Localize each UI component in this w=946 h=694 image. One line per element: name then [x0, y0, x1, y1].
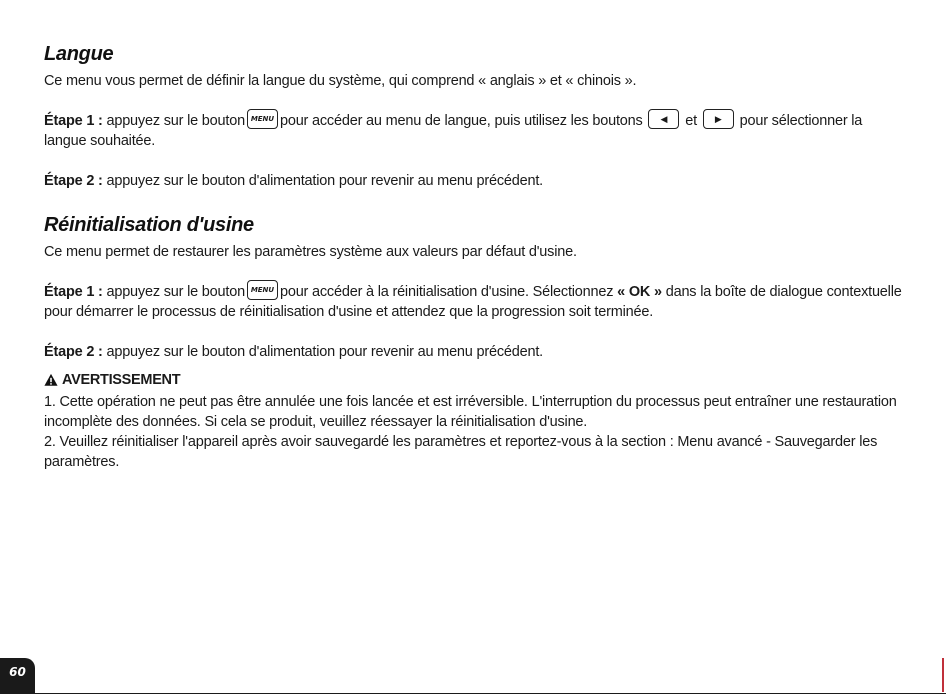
- step-text: appuyez sur le bouton d'alimentation pour revenir au menu précédent.: [102, 344, 544, 361]
- step-text: appuyez sur le bouton d'alimentation pour revenir au menu précédent.: [102, 173, 544, 190]
- right-arrow-key-icon: ▶: [703, 109, 734, 129]
- section-title-reset: Réinitialisation d'usine: [44, 214, 254, 237]
- step-text: et: [681, 113, 701, 129]
- warning-triangle-icon: [44, 373, 58, 387]
- langue-intro: Ce menu vous permet de définir la langue du système, qui comprend « anglais » et « chinois ».: [44, 73, 637, 89]
- menu-key-icon: MENU: [247, 109, 278, 129]
- section-title-langue: Langue: [44, 43, 114, 65]
- step-text: appuyez sur le bouton: [102, 284, 245, 301]
- warning-item-1: 1. Cette opération ne peut pas être annulée une fois lancée et est irréversible. L'interruption du processus peut entraîner une restauration incomplète des données. Si cela se produit, veuillez réessayer la réinitialisation d'usine.: [44, 394, 897, 431]
- reset-intro: Ce menu permet de restaurer les paramètres système aux valeurs par défaut d'usine.: [44, 244, 577, 261]
- page-number: 60: [0, 658, 35, 694]
- reset-step-2: [44, 342, 904, 362]
- step-2-label: Étape 2 :: [44, 344, 103, 361]
- warning-title: AVERTISSEMENT: [62, 372, 181, 389]
- ok-option: « OK »: [617, 284, 662, 301]
- step-2-label: Étape 2 :: [44, 173, 103, 190]
- step-text: pour accéder à la réinitialisation d'usine. Sélectionnez: [279, 284, 618, 301]
- warning-heading: [44, 370, 904, 390]
- menu-key-icon: MENU: [247, 280, 278, 300]
- step-1-label: Étape 1 :: [44, 284, 103, 301]
- langue-step-2: [44, 171, 904, 191]
- step-text: pour sélectionner la langue souhaitée.: [44, 113, 863, 150]
- step-text: pour accéder au menu de langue, puis utilisez les boutons: [279, 113, 647, 129]
- reset-step-1: [44, 282, 904, 322]
- left-arrow-key-icon: ◀: [648, 109, 679, 129]
- warning-item-2: 2. Veuillez réinitialiser l'appareil après avoir sauvegardé les paramètres et reportez-vous à la section : Menu avancé - Sauvegarder les paramètres.: [44, 434, 878, 471]
- step-1-label: Étape 1 :: [44, 113, 103, 129]
- langue-step-1: [44, 111, 904, 151]
- manual-page-content: [44, 40, 904, 472]
- page-edge-marker: [942, 658, 944, 692]
- step-text: appuyez sur le bouton: [102, 113, 245, 129]
- step-text: dans la boîte de dialogue contextuelle pour démarrer le processus de réinitialisation d'usine et attendez que la progression soit terminée.: [44, 284, 902, 321]
